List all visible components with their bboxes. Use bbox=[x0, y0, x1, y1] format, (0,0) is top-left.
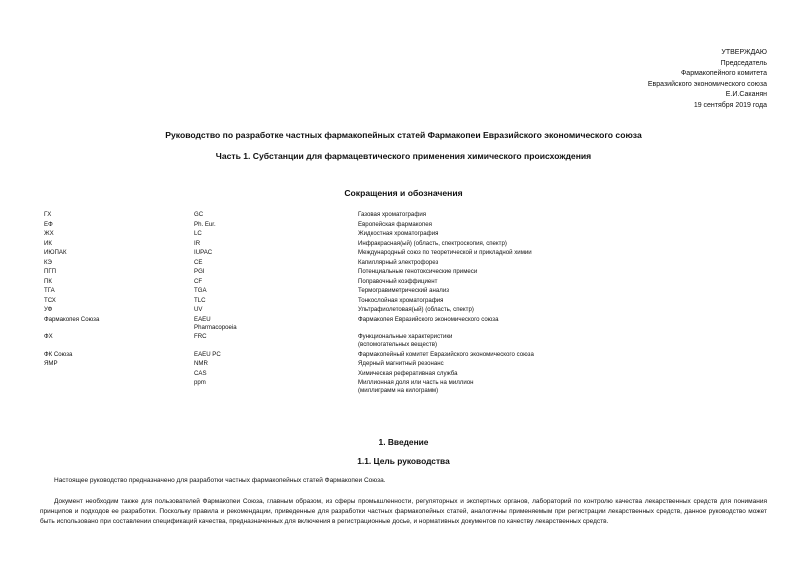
abbreviation-row bbox=[44, 360, 764, 368]
abbreviation-ru: ФК Союза bbox=[44, 350, 73, 358]
abbreviation-en: EAEU Pharmacopoeia bbox=[194, 315, 237, 331]
paragraph: Настоящее руководство предназначено для разработки частных фармакопейных статей Фармакопеи Союза. bbox=[54, 477, 386, 484]
abbreviation-row bbox=[44, 249, 764, 257]
abbreviation-ru bbox=[44, 370, 194, 378]
section-heading: 1. Введение bbox=[378, 437, 429, 447]
abbreviation-en: TLC bbox=[194, 296, 206, 304]
abbreviation-meaning: Международный союз по теоретической и прикладной химии bbox=[358, 249, 532, 256]
abbreviation-en: Ph. Eur. bbox=[194, 220, 216, 228]
abbreviation-ru: ГХ bbox=[44, 211, 52, 218]
abbreviation-row bbox=[44, 351, 764, 359]
abbreviation-meaning: Газовая хроматография bbox=[358, 211, 427, 218]
abbreviation-row bbox=[44, 306, 764, 314]
abbreviation-ru: ЕФ bbox=[44, 220, 53, 228]
document-title: Руководство по разработке частных фармакопейных статей Фармакопеи Евразийского экономического союза bbox=[165, 130, 642, 140]
abbreviation-meaning: Фармакопея Евразийского экономического союза bbox=[358, 315, 499, 323]
abbreviation-ru: ПК bbox=[44, 277, 52, 285]
abbreviation-en: PGI bbox=[194, 268, 205, 275]
abbreviation-ru: ЖХ bbox=[44, 230, 54, 237]
abbreviation-meaning: Потенциальные генотоксические примеси bbox=[358, 268, 478, 275]
abbreviation-meaning: Ультрафиолетовая(ый) (область, спектр) bbox=[358, 306, 474, 313]
abbreviation-en: CF bbox=[194, 277, 203, 285]
abbreviation-meaning: Инфракрасная(ый) (область, спектроскопия, спектр) bbox=[358, 239, 507, 247]
abbreviation-en: CE bbox=[194, 258, 203, 266]
approval-line: Е.И.Саканян bbox=[725, 91, 767, 98]
abbreviation-meaning: Тонкослойная хроматография bbox=[358, 296, 444, 304]
abbreviation-meaning: Жидкостная хроматография bbox=[358, 230, 439, 237]
abbreviation-en: IR bbox=[194, 239, 201, 247]
abbreviation-meaning: Ядерный магнитный резонанс bbox=[358, 360, 444, 367]
approval-block bbox=[648, 48, 767, 111]
abbreviation-en: ppm bbox=[194, 379, 206, 386]
abbreviation-en: NMR bbox=[194, 360, 208, 367]
abbreviation-meaning: Функциональные характеристики (вспомогательных веществ) bbox=[358, 333, 453, 348]
approval-line: Фармакопейного комитета bbox=[680, 70, 767, 77]
abbreviation-row bbox=[44, 259, 764, 267]
approval-line: Председатель bbox=[720, 59, 767, 67]
subsection-heading: 1.1. Цель руководства bbox=[357, 456, 450, 466]
abbreviation-meaning: Европейская фармакопея bbox=[358, 220, 432, 228]
approval-line: УТВЕРЖДАЮ bbox=[721, 49, 767, 56]
abbreviation-row bbox=[44, 297, 764, 305]
abbreviation-meaning: Поправочный коэффициент bbox=[358, 277, 438, 285]
abbreviation-en: EAEU PC bbox=[194, 350, 221, 358]
abbreviation-en: LC bbox=[194, 230, 202, 237]
abbreviations-heading: Сокращения и обозначения bbox=[344, 188, 463, 198]
abbreviation-meaning: Миллионная доля или часть на миллион (миллиграмм на килограмм) bbox=[358, 379, 474, 394]
abbreviation-row bbox=[44, 240, 764, 248]
abbreviation-en: CAS bbox=[194, 369, 207, 377]
abbreviations-table bbox=[44, 211, 764, 397]
abbreviation-row bbox=[44, 268, 764, 276]
paragraph: Документ необходим также для пользователей Фармакопеи Союза, главным образом, из сферы промышленности, регуляторных и экспертных органов, лабораторий по контролю качества лекарственных средств для понимания принципов и подходов ее разработки. Поскольку правила и рекомендации, приведенные для разработки частных фармакопейных статей, аналогичны применяемым при регистрации лекарственных средств, данное руководство может быть использовано при составлении спецификаций качества, предназначенных для включения в регистрационные досье, и нормативных документов по качеству лекарственных средств. bbox=[40, 498, 767, 526]
abbreviation-ru: ПГП bbox=[44, 268, 57, 275]
abbreviation-row bbox=[44, 316, 764, 332]
abbreviation-row bbox=[44, 379, 764, 395]
abbreviation-en: GC bbox=[194, 211, 204, 218]
abbreviation-en: TGA bbox=[194, 287, 207, 294]
abbreviation-meaning: Капиллярный электрофорез bbox=[358, 258, 439, 266]
abbreviation-ru bbox=[44, 379, 194, 395]
approval-line: 19 сентября 2019 года bbox=[693, 101, 767, 109]
abbreviation-ru: УФ bbox=[44, 306, 53, 313]
abbreviation-ru: ИЮПАК bbox=[44, 249, 67, 256]
abbreviation-row bbox=[44, 370, 764, 378]
abbreviation-ru: ИК bbox=[44, 239, 52, 247]
abbreviation-en: FRC bbox=[194, 333, 207, 340]
abbreviation-ru: Фармакопея Союза bbox=[44, 315, 100, 323]
abbreviation-en: IUPAC bbox=[194, 249, 213, 256]
abbreviation-row bbox=[44, 287, 764, 295]
abbreviation-meaning: Фармакопейный комитет Евразийского экономического союза bbox=[358, 350, 534, 358]
part-title: Часть 1. Субстанции для фармацевтического применения химического происхождения bbox=[215, 151, 592, 161]
abbreviation-ru: ФХ bbox=[44, 333, 53, 340]
abbreviation-ru: ТСХ bbox=[44, 296, 56, 304]
abbreviation-row bbox=[44, 333, 764, 349]
abbreviation-en: UV bbox=[194, 306, 203, 313]
abbreviation-row bbox=[44, 278, 764, 286]
abbreviation-meaning: Термогравиметрический анализ bbox=[358, 287, 450, 294]
abbreviation-ru: ТГА bbox=[44, 287, 55, 294]
approval-line: Евразийского экономического союза bbox=[647, 80, 767, 88]
abbreviation-row bbox=[44, 211, 764, 219]
abbreviation-ru: КЭ bbox=[44, 258, 52, 266]
abbreviation-row bbox=[44, 221, 764, 229]
abbreviation-row bbox=[44, 230, 764, 238]
abbreviation-ru: ЯМР bbox=[44, 360, 58, 367]
abbreviation-meaning: Химическая реферативная служба bbox=[358, 369, 458, 377]
